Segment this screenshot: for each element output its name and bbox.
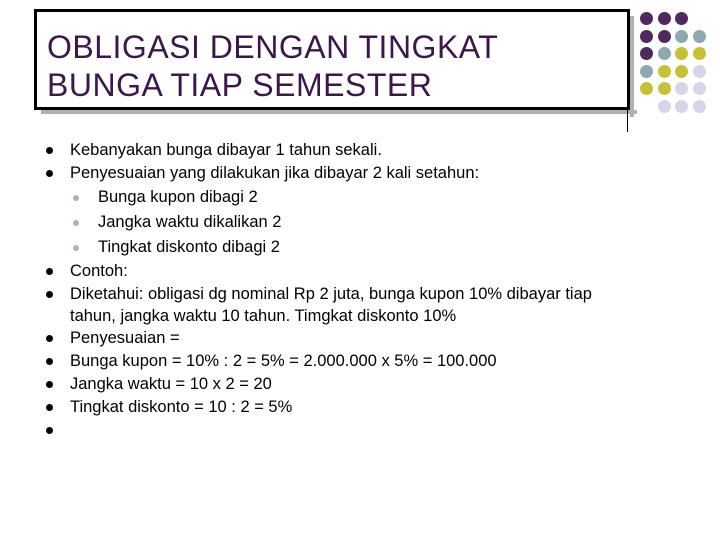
decorative-dot-lavender [693,100,706,113]
decorative-dot-lavender [693,82,706,95]
decorative-dot-teal [693,30,706,43]
decorative-dot-teal [640,65,653,78]
bullet-icon [46,268,53,275]
divider-line [627,110,628,132]
decorative-dot-lavender [675,100,688,113]
bullet-icon [46,427,53,434]
list-item-text: Kebanyakan bunga dibayar 1 tahun sekali. [70,141,382,159]
list-item [46,350,686,373]
title-shadow-bottom [41,110,637,114]
bullet-icon [46,170,53,177]
decorative-dot-teal [658,47,671,60]
bullet-icon [46,404,53,411]
bullet-icon [46,358,53,365]
bullet-list [46,139,686,442]
bullet-icon [46,381,53,388]
decorative-dot-purple [640,47,653,60]
title-line-1: OBLIGASI DENGAN TINGKAT [47,29,499,65]
list-item [46,327,686,350]
list-item-text: Contoh: [70,262,128,280]
sub-bullet-icon [73,195,79,201]
decorative-dot-lavender [658,100,671,113]
list-item [46,162,686,185]
decorative-dot-olive [640,82,653,95]
decorative-dot-lavender [675,82,688,95]
title-shadow-right [630,16,634,117]
sub-list-item [46,185,686,210]
slide-title [47,28,498,104]
sub-list-item-text: Tingkat diskonto dibagi 2 [98,238,280,256]
list-item [46,283,686,327]
bullet-icon [46,147,53,154]
decorative-dot-purple [658,30,671,43]
bullet-icon [46,291,53,298]
title-line-2: BUNGA TIAP SEMESTER [47,67,433,103]
list-item [46,139,686,162]
decorative-dot-olive [693,47,706,60]
bullet-icon [46,335,53,342]
list-item-text: Bunga kupon = 10% : 2 = 5% = 2.000.000 x 5% = 100.000 [70,352,497,370]
sub-bullet-icon [73,245,79,251]
decorative-dot-teal [675,30,688,43]
decorative-dot-purple [658,12,671,25]
sub-list-item [46,235,686,260]
decorative-dot-purple [675,12,688,25]
decorative-dot-olive [658,82,671,95]
sub-list-item [46,210,686,235]
list-item-text-line-1: Diketahui: obligasi dg nominal Rp 2 juta, bunga kupon 10% dibayar tiap [70,285,592,303]
list-item [46,260,686,283]
list-item-empty [46,419,686,442]
list-item [46,396,686,419]
list-item-text-line-2: tahun, jangka waktu 10 tahun. Timgkat diskonto 10% [70,307,457,325]
decorative-dot-lavender [693,65,706,78]
sub-list-item-text: Jangka waktu dikalikan 2 [98,213,282,231]
list-item [46,373,686,396]
decorative-dot-purple [640,12,653,25]
list-item-text [70,421,75,439]
decorative-dot-olive [658,65,671,78]
list-item-text: Penyesuaian yang dilakukan jika dibayar 2 kali setahun: [70,164,480,182]
sub-bullet-icon [73,220,79,226]
list-item-text: Penyesuaian = [70,329,180,347]
sub-list-item-text: Bunga kupon dibagi 2 [98,188,258,206]
decorative-dot-purple [640,30,653,43]
decorative-dot-olive [675,65,688,78]
decorative-dot-olive [675,47,688,60]
list-item-text: Jangka waktu = 10 x 2 = 20 [70,375,272,393]
title-frame [34,9,630,110]
list-item-text: Tingkat diskonto = 10 : 2 = 5% [70,398,293,416]
